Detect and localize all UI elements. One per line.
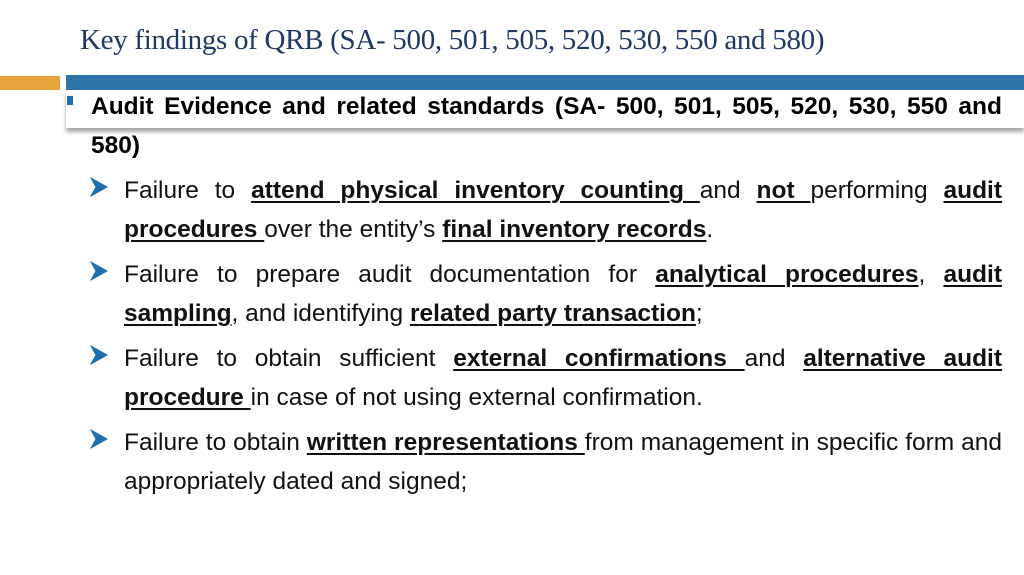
slide-title: Key findings of QRB (SA- 500, 501, 505, 520, 530, 550 and 580) — [80, 24, 825, 56]
finding-text: , — [918, 261, 944, 288]
arrow-bullet-icon — [88, 344, 110, 366]
finding-text: ; — [695, 300, 703, 327]
arrow-bullet-icon — [88, 176, 110, 198]
main-bullet-text: Audit Evidence and related standards (SA- 500, 501, 505, 520, 530, 550 and 580) — [91, 93, 1002, 159]
finding-emphasis: audit procedures — [124, 177, 1003, 243]
finding-emphasis: alternative audit procedure — [124, 345, 1003, 411]
finding-emphasis: analytical procedures — [655, 261, 919, 288]
finding-item-3 — [124, 339, 1002, 417]
finding-text: from management in specific form and appropriately dated and signed; — [124, 429, 1002, 495]
finding-text: in case of not using external confirmation. — [250, 384, 703, 411]
finding-text: Failure to obtain — [124, 429, 307, 456]
arrow-bullet-icon — [88, 428, 110, 450]
finding-text: performing — [810, 177, 944, 204]
finding-emphasis: written representations — [306, 429, 585, 456]
finding-item-4 — [124, 423, 1002, 501]
finding-emphasis: not — [756, 177, 811, 204]
finding-text: and — [699, 177, 757, 204]
finding-emphasis: related party transaction — [409, 300, 696, 327]
finding-emphasis: external confirmations — [453, 345, 745, 372]
finding-item-2 — [124, 255, 1002, 333]
accent-bar-orange — [0, 76, 60, 90]
finding-text: over the entity’s — [264, 216, 443, 243]
finding-emphasis: audit sampling — [124, 261, 1002, 327]
finding-item-1 — [124, 171, 1002, 249]
square-bullet-icon — [67, 96, 73, 105]
finding-text: Failure to obtain sufficient — [124, 345, 454, 372]
finding-text: and — [744, 345, 804, 372]
arrow-bullet-icon — [88, 260, 110, 282]
finding-text: Failure to — [124, 177, 252, 204]
finding-emphasis: attend physical inventory counting — [251, 177, 700, 204]
finding-text: , and identifying — [231, 300, 410, 327]
finding-text: . — [706, 216, 714, 243]
finding-text: Failure to prepare audit documentation for — [124, 261, 656, 288]
finding-emphasis: final inventory records — [442, 216, 707, 243]
